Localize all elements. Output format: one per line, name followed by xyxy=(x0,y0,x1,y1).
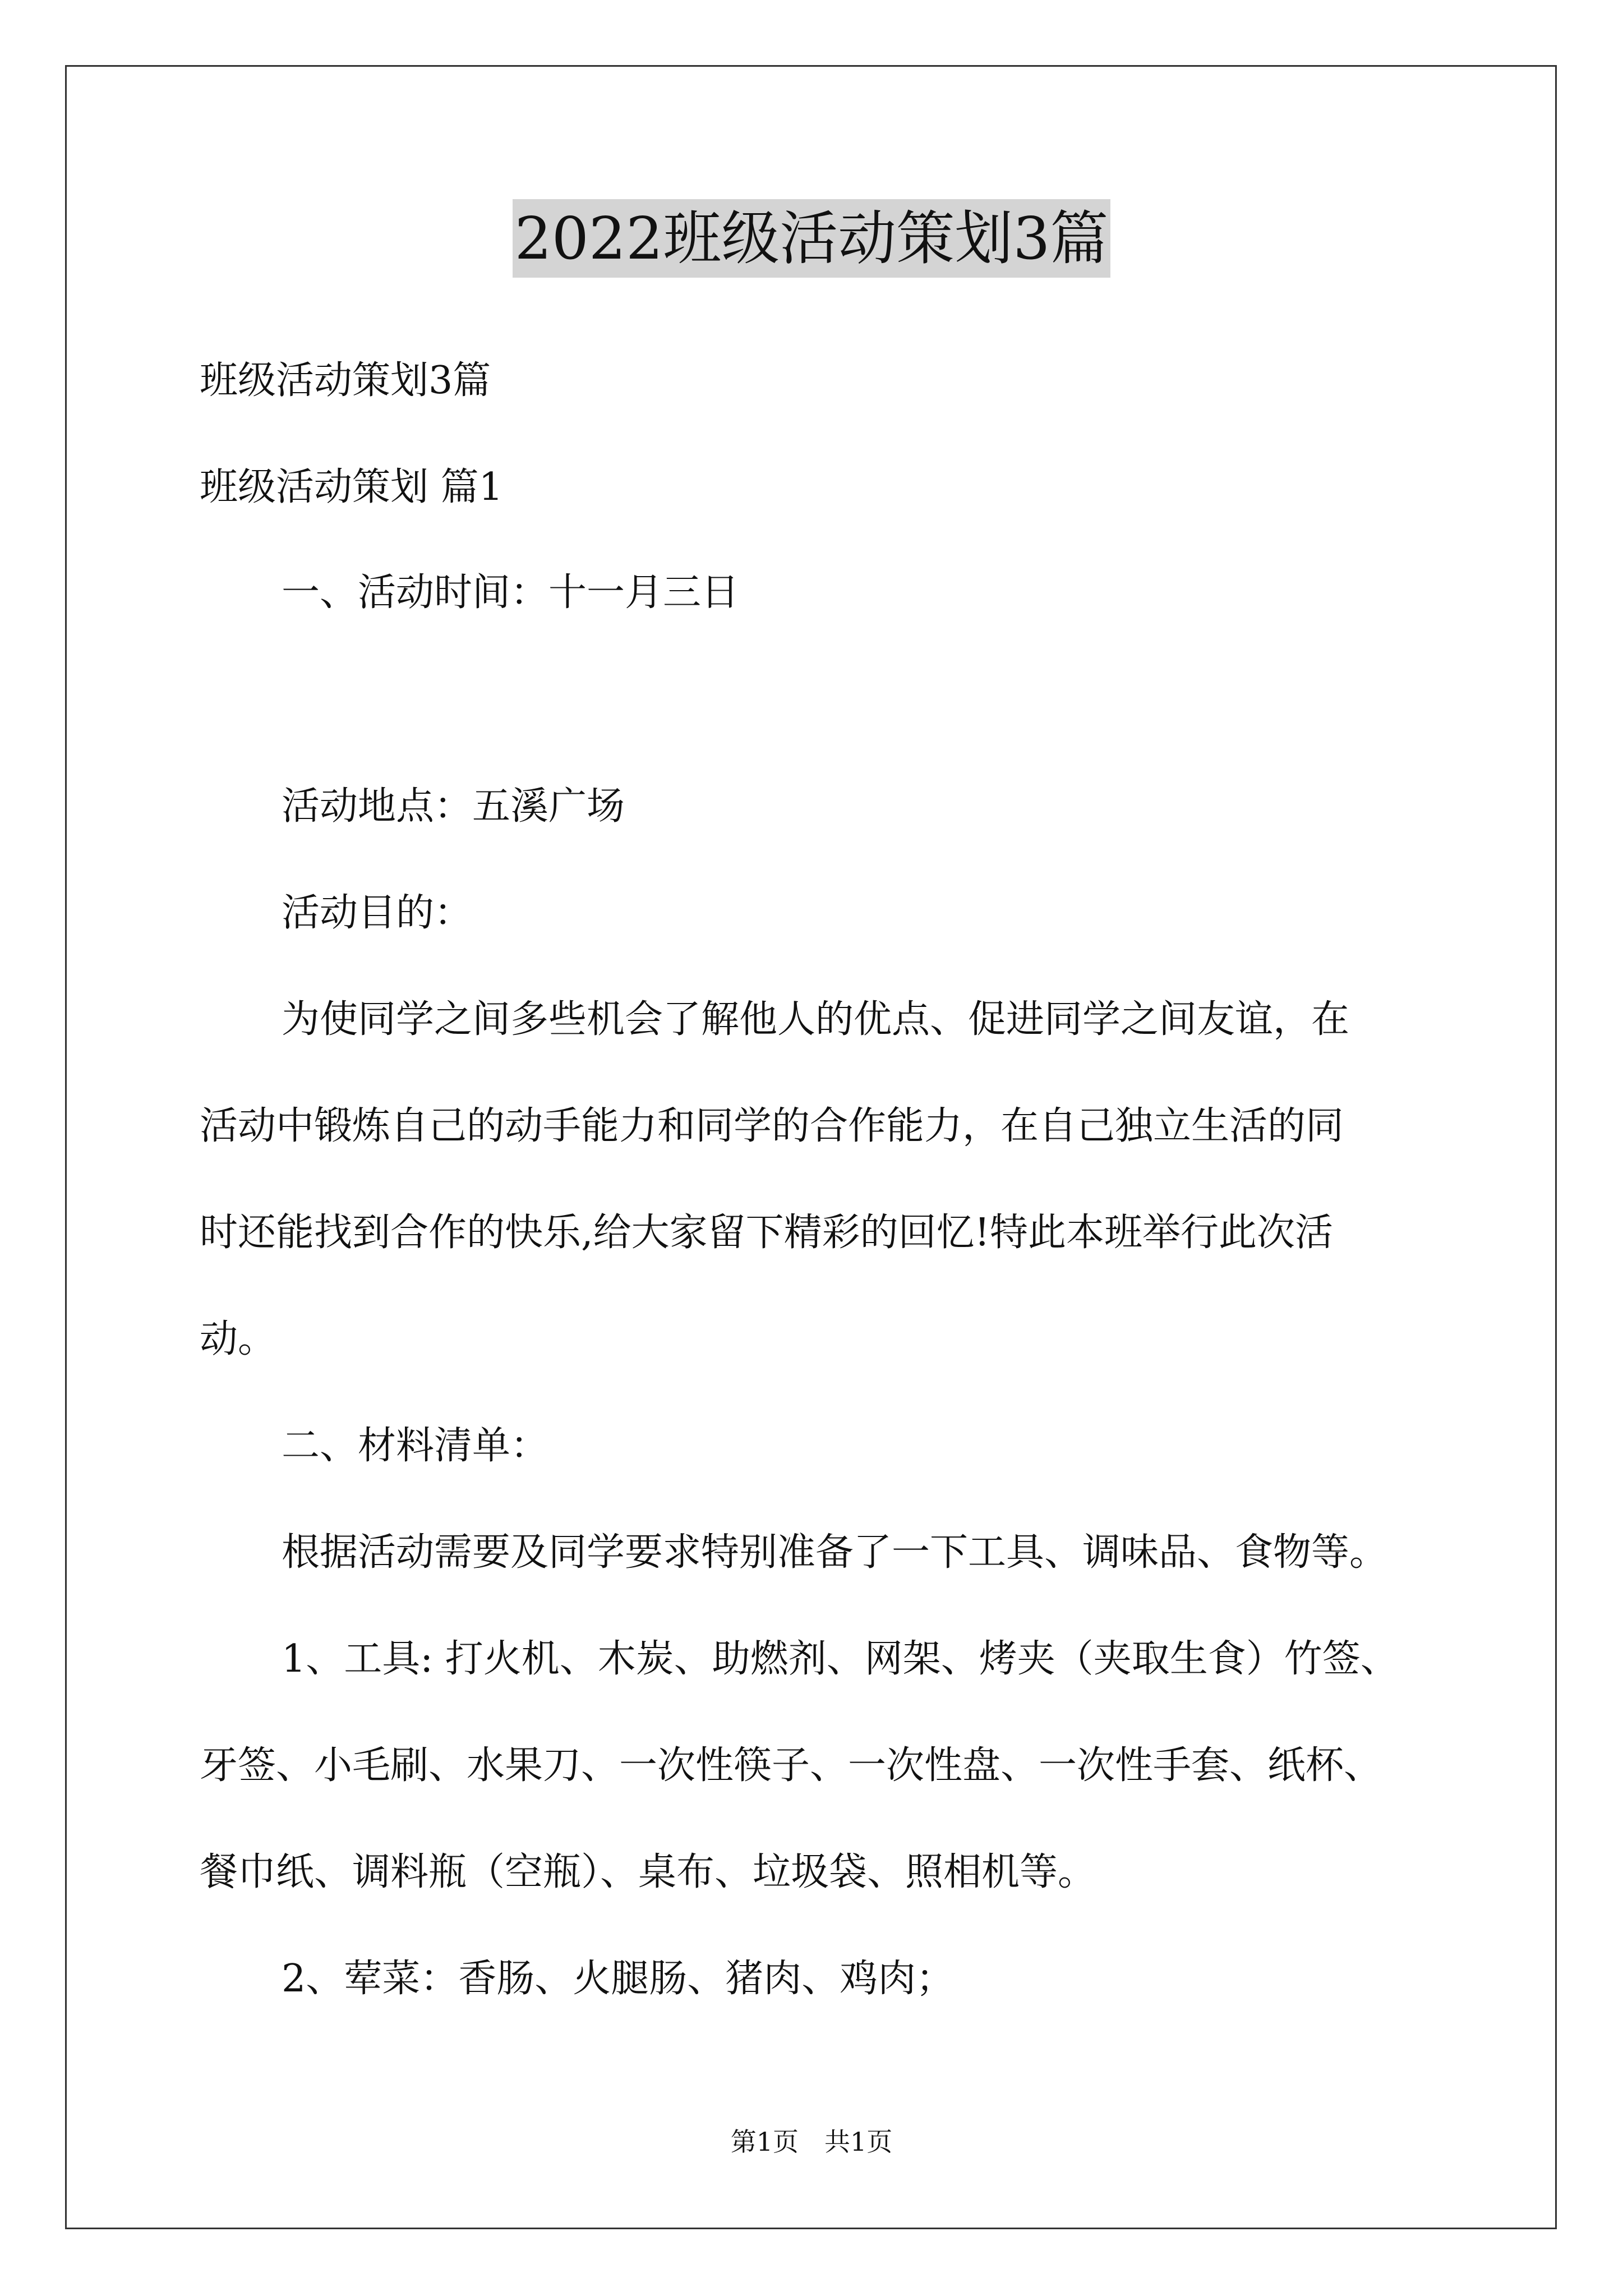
doc-line-meat-dishes: 2、荤菜：香肠、火腿肠、猪肉、鸡肉； xyxy=(282,1957,955,2001)
doc-line-activity-purpose-label: 活动目的： xyxy=(282,891,473,935)
doc-line-section-heading: 班级活动策划 篇1 xyxy=(200,465,503,509)
doc-line-activity-time: 一、活动时间：十一月三日 xyxy=(282,570,740,615)
doc-line-purpose-3: 时还能找到合作的快乐,给大家留下精彩的回忆!特此本班举行此次活 xyxy=(200,1211,1333,1255)
doc-line-materials-intro: 根据活动需要及同学要求特别准备了一下工具、调味品、食物等。 xyxy=(282,1530,1388,1575)
doc-line-subtitle: 班级活动策划3篇 xyxy=(200,358,491,403)
page-footer: 第1页 共1页 xyxy=(730,2127,893,2157)
doc-line-purpose-2: 活动中锻炼自己的动手能力和同学的合作能力，在自己独立生活的同 xyxy=(200,1104,1344,1148)
doc-line-tools-1: 1、工具: 打火机、木炭、助燃剂、网架、烤夹（夹取生食）竹签、 xyxy=(282,1637,1399,1681)
doc-line-tools-3: 餐巾纸、调料瓶（空瓶）、桌布、垃圾袋、照相机等。 xyxy=(200,1850,1096,1894)
document-title: 2022班级活动策划3篇 xyxy=(513,199,1111,278)
doc-line-purpose-4: 动。 xyxy=(200,1317,276,1361)
doc-line-materials-heading: 二、材料清单： xyxy=(282,1424,549,1468)
doc-line-activity-location: 活动地点：五溪广场 xyxy=(282,784,625,829)
title-container xyxy=(0,199,1623,278)
doc-line-tools-2: 牙签、小毛刷、水果刀、一次性筷子、一次性盘、一次性手套、纸杯、 xyxy=(200,1743,1382,1788)
doc-line-purpose-1: 为使同学之间多些机会了解他人的优点、促进同学之间友谊，在 xyxy=(282,997,1350,1042)
